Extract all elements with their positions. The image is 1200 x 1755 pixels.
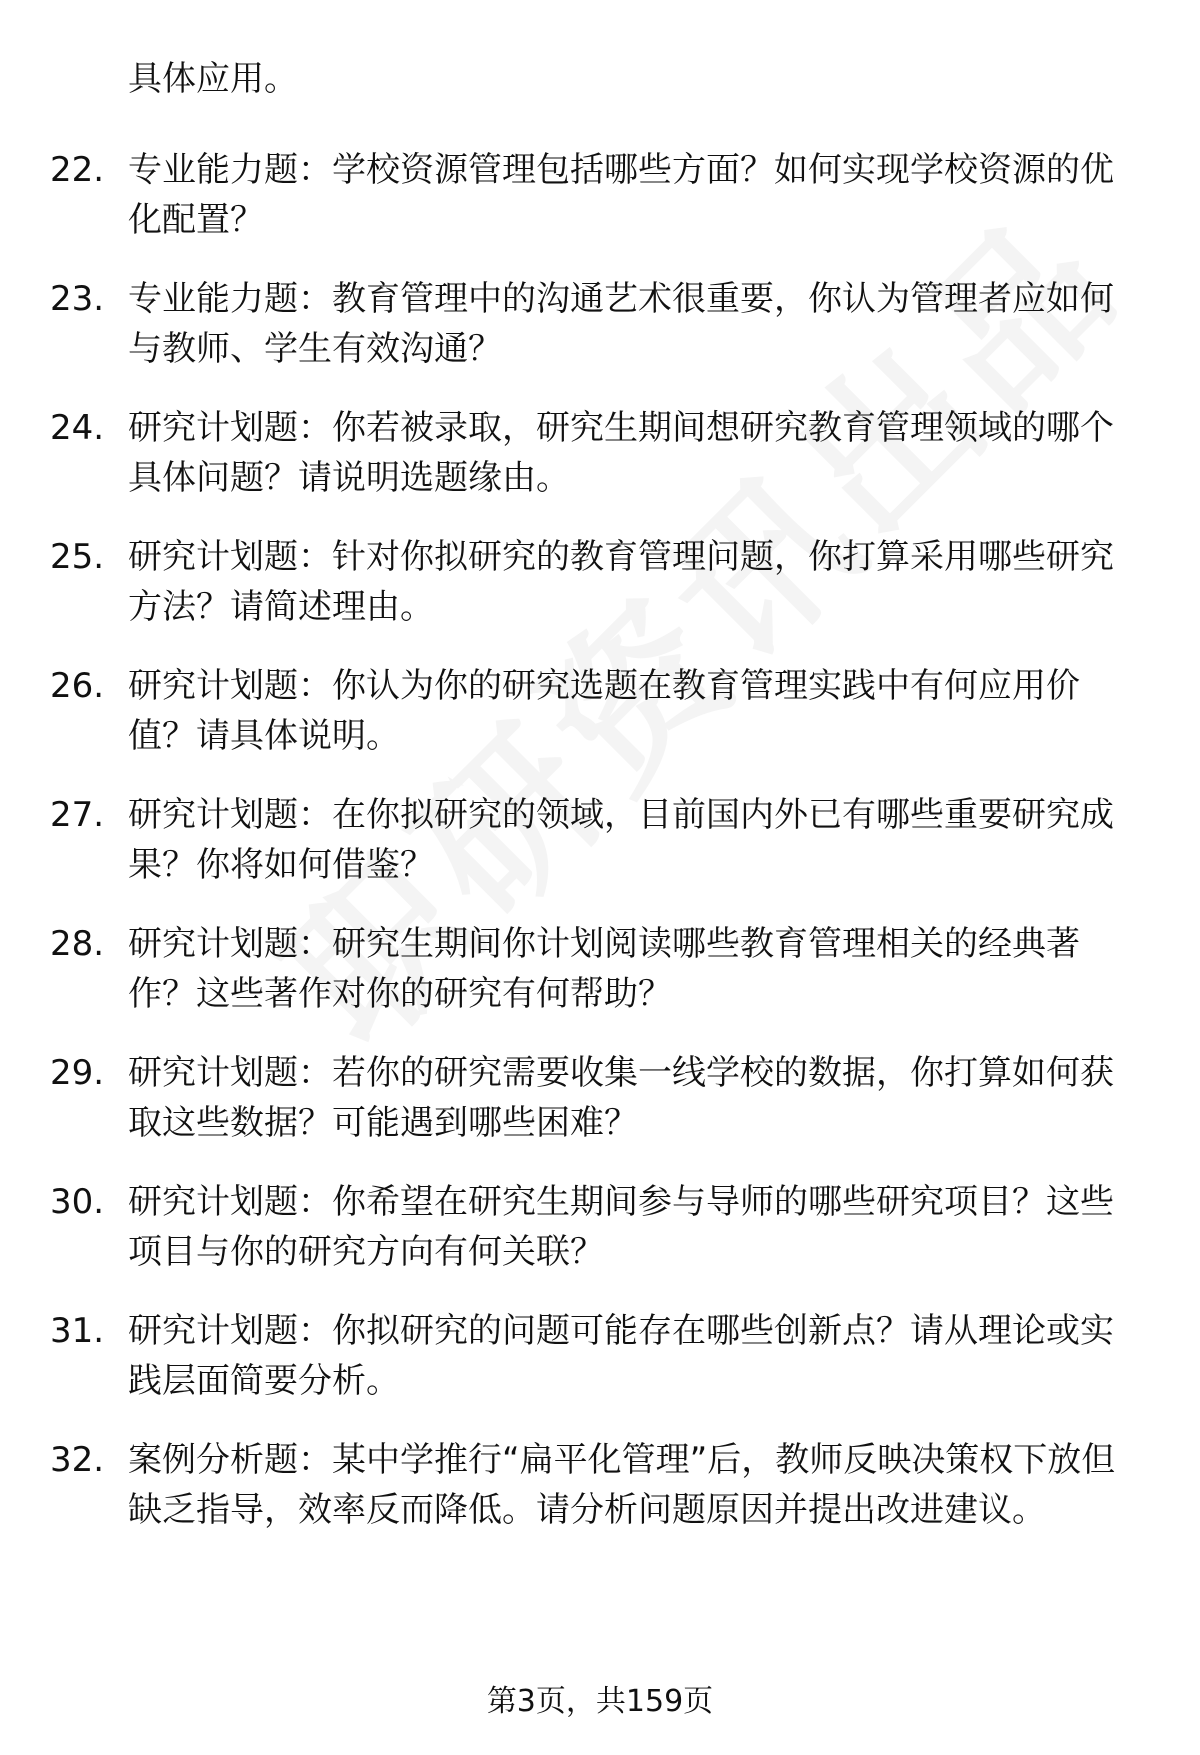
list-item	[50, 790, 1150, 890]
question-number: 27.	[50, 795, 105, 835]
list-item	[50, 274, 1150, 374]
list-item	[50, 145, 1150, 245]
list-item	[50, 1306, 1150, 1406]
list-item	[50, 1048, 1150, 1148]
question-number: 24.	[50, 408, 105, 448]
question-text: 专业能力题：学校资源管理包括哪些方面？如何实现学校资源的优化配置？	[128, 150, 1114, 240]
list-item	[50, 532, 1150, 632]
question-text: 研究计划题：在你拟研究的领域，目前国内外已有哪些重要研究成果？你将如何借鉴？	[128, 795, 1114, 885]
question-number: 26.	[50, 666, 105, 706]
question-text: 研究计划题：你认为你的研究选题在教育管理实践中有何应用价值？请具体说明。	[128, 666, 1080, 756]
question-text: 研究计划题：研究生期间你计划阅读哪些教育管理相关的经典著作？这些著作对你的研究有何帮助？	[128, 924, 1080, 1014]
page-footer: 第3页，共159页	[486, 1684, 714, 1719]
question-number: 31.	[50, 1311, 105, 1351]
question-number: 32.	[50, 1440, 105, 1480]
question-number: 28.	[50, 924, 105, 964]
question-text: 研究计划题：若你的研究需要收集一线学校的数据，你打算如何获取这些数据？可能遇到哪些困难？	[128, 1053, 1114, 1143]
question-text: 专业能力题：教育管理中的沟通艺术很重要，你认为管理者应如何与教师、学生有效沟通？	[128, 279, 1114, 369]
list-item	[50, 1177, 1150, 1277]
question-text: 研究计划题：针对你拟研究的教育管理问题，你打算采用哪些研究方法？请简述理由。	[128, 537, 1114, 627]
question-text: 研究计划题：你若被录取，研究生期间想研究教育管理领域的哪个具体问题？请说明选题缘由。	[128, 408, 1114, 498]
question-number: 30.	[50, 1182, 105, 1222]
question-list	[50, 145, 1150, 1564]
list-item	[50, 403, 1150, 503]
question-number: 22.	[50, 150, 105, 190]
list-item	[50, 1435, 1150, 1535]
list-item	[50, 661, 1150, 761]
question-text: 研究计划题：你拟研究的问题可能存在哪些创新点？请从理论或实践层面简要分析。	[128, 1311, 1114, 1401]
question-text: 研究计划题：你希望在研究生期间参与导师的哪些研究项目？这些项目与你的研究方向有何关联？	[128, 1182, 1114, 1272]
continuation-text: 具体应用。	[128, 59, 298, 99]
question-text: 案例分析题：某中学推行“扁平化管理”后，教师反映决策权下放但缺乏指导，效率反而降低。请分析问题原因并提出改进建议。	[128, 1440, 1116, 1530]
list-item	[50, 919, 1150, 1019]
question-number: 25.	[50, 537, 105, 577]
question-number: 23.	[50, 279, 105, 319]
question-number: 29.	[50, 1053, 105, 1093]
